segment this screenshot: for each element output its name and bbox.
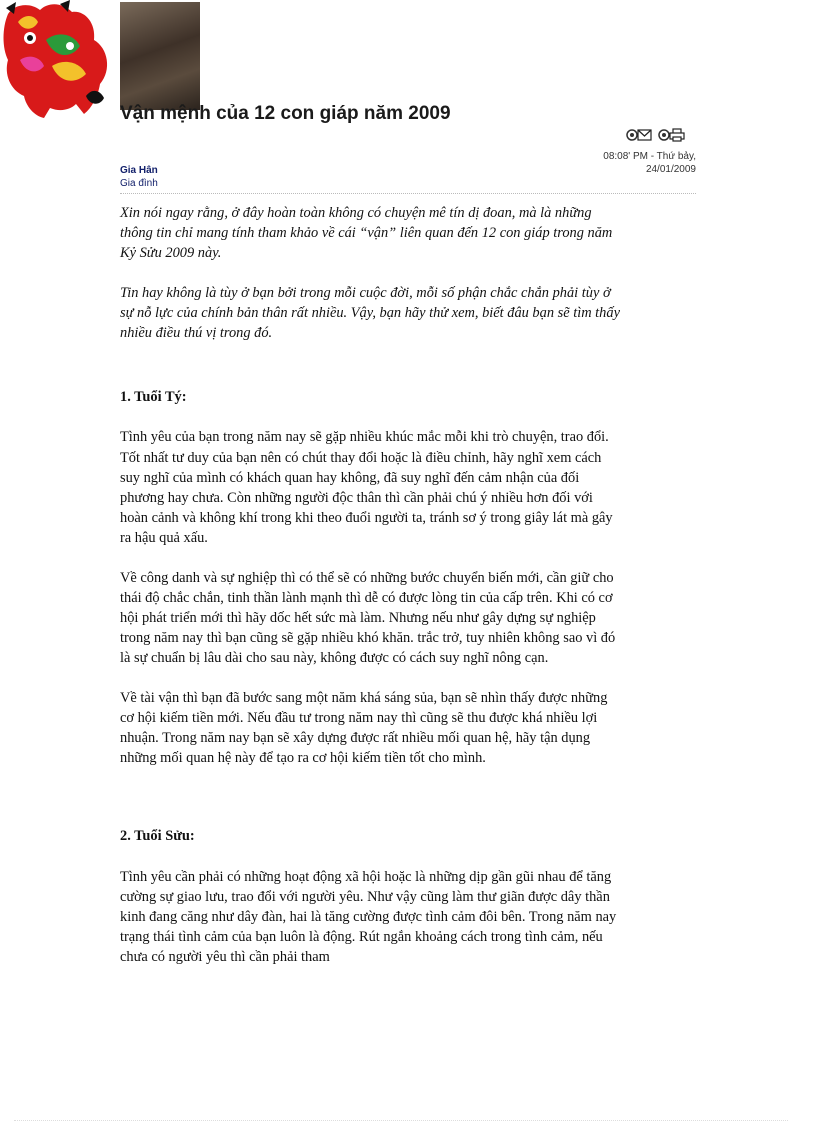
- email-button[interactable]: [626, 128, 652, 142]
- email-icon: [626, 128, 652, 142]
- section-heading: 2. Tuổi Sửu:: [120, 828, 195, 845]
- intro-paragraph: Tin hay không là tùy ở bạn bởi trong mỗi cuộc đời, mỗi số phận chắc chắn phải tùy ở sự nỗ lực của chính bản thân rất nhiều. Vậy, bạn hãy thử xem, biết đâu bạn sẽ tìm thấy nhiều điều thú vị trong đó.: [120, 284, 620, 342]
- intro-paragraph: Xin nói ngay rằng, ở đây hoàn toàn không có chuyện mê tín dị đoan, mà là những thông tin chỉ mang tính tham khảo về cái “vận” liên quan đến 12 con giáp trong năm Kỷ Sửu 2009 này.: [120, 205, 613, 262]
- article-body: [120, 203, 620, 987]
- category-link[interactable]: Gia đình: [120, 178, 158, 189]
- ox-papercut-icon: [0, 0, 118, 120]
- section-heading: 1. Tuổi Tý:: [120, 389, 187, 406]
- section-paragraph: Tình yêu của bạn trong năm nay sẽ gặp nhiều khúc mắc mỗi khi trò chuyện, trao đổi. Tốt nhất tư duy của bạn nên có chút thay đổi hoặc là điều chỉnh, hãy nghĩ xem cách suy nghĩ của mình có khách quan hay không, đã suy nghĩ đến cảm nhận của đối phương hay chưa. Còn những người độc thân thì cần phải chú ý nhiều hơn đối với hoàn cảnh và không khí trong khi theo đuổi người ta, tránh sơ ý trong giây lát mà gây ra hậu quả xấu.: [120, 429, 613, 547]
- section-paragraph: Về tài vận thì bạn đã bước sang một năm khá sáng sủa, bạn sẽ nhìn thấy được những cơ hội kiếm tiền mới. Nếu đầu tư trong năm nay thì cũng sẽ thu được khá nhiều lợi nhuận. Trong năm nay bạn sẽ xây dựng được rất nhiều mối quan hệ, hãy tận dụng những mối quan hệ này để tạo ra cơ hội kiếm tiền tốt cho mình.: [120, 689, 608, 767]
- section-paragraph: Tình yêu cần phải có những hoạt động xã hội hoặc là những dịp gần gũi nhau để tăng cường sự giao lưu, trao đổi với người yêu. Như vậy cũng làm thư giãn được dây thần kinh đang căng như dây đàn, hai là tăng cường được tình cảm đôi bên. Trong năm nay trạng thái tình cảm của bạn luôn là động. Rút ngắn khoảng cách trong tình cảm, nếu chưa có người yêu thì cần phải tham: [120, 868, 617, 966]
- section-paragraph: Về công danh và sự nghiệp thì có thể sẽ có những bước chuyển biến mới, cần giữ cho thái độ chắc chắn, tinh thần lành mạnh thì dễ có được lòng tin của cấp trên. Khi có cơ hội phát triển mới thì hãy dốc hết sức mà làm. Nhưng nếu như gây dựng sự nghiệp trong năm nay thì bạn cũng sẽ gặp nhiều khó khăn. trắc trở, tuy nhiên không sao vì đó là sự chuẩn bị lâu dài cho sau này, không được có cách suy nghĩ nông cạn.: [120, 569, 616, 667]
- page-bottom-divider: [14, 1120, 788, 1121]
- zodiac-ox-photo: [120, 2, 200, 110]
- byline: [120, 164, 158, 190]
- author-name: Gia Hân: [120, 165, 158, 176]
- publish-time: 08:08' PM - Thứ bảy, 24/01/2009: [603, 151, 696, 175]
- print-icon: [658, 128, 686, 142]
- print-button[interactable]: [658, 128, 686, 142]
- article-tools: [626, 128, 686, 142]
- header-divider: [120, 193, 696, 194]
- article-title: Vận mệnh của 12 con giáp năm 2009: [120, 103, 451, 124]
